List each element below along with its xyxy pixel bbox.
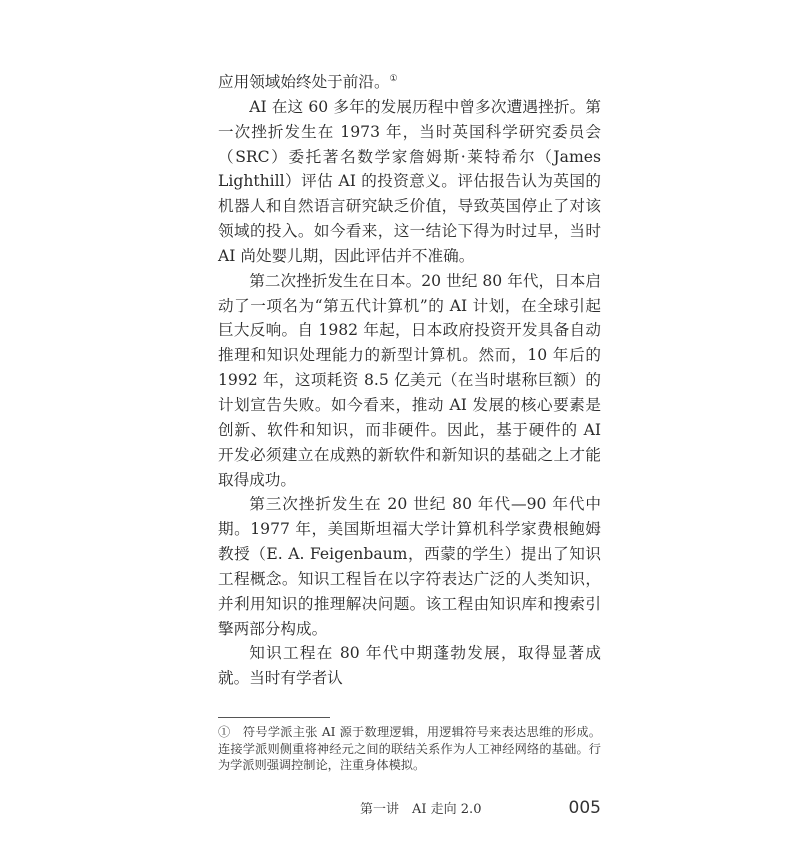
paragraph-continued (218, 70, 601, 95)
footnote-marker[interactable]: ① (389, 74, 398, 84)
paragraph-text: 应用领域始终处于前沿。 (218, 73, 390, 91)
paragraph-knowledge-engineering: 知识工程在 80 年代中期蓬勃发展，取得显著成就。当时有学者认 (218, 644, 601, 688)
body-text (218, 70, 601, 691)
running-footer-title: 第一讲 AI 走向 2.0 (360, 801, 482, 817)
footnote: ① 符号学派主张 AI 源于数理逻辑，用逻辑符号来表达思维的形成。连接学派则侧重将神经元之间的联结关系作为人工神经网络的基础。行为学派则强调控制论，注重身体模拟。 (218, 725, 601, 773)
paragraph-first-setback: AI 在这 60 多年的发展历程中曾多次遭遇挫折。第一次挫折发生在 1973 年，当时英国科学研究委员会（SRC）委托著名数学家詹姆斯·莱特希尔（James Lighthill）评估 AI 的投资意义。评估报告认为英国的机器人和自然语言研究缺乏价值，导致英国停止了对该领域的投入。如今看来，这一结论下得为时过早，当时 AI 尚处婴儿期，因此评估并不准确。 (218, 97, 601, 265)
running-footer (218, 774, 601, 818)
page-number: 005 (568, 797, 601, 818)
paragraph-third-setback: 第三次挫折发生在 20 世纪 80 年代—90 年代中期。1977 年，美国斯坦福大学计算机科学家费根鲍姆教授（E. A. Feigenbaum，西蒙的学生）提出了知识工程概念。知识工程旨在以字符表达广泛的人类知识，并利用知识的推理解决问题。该工程由知识库和搜索引擎两部分构成。 (218, 495, 601, 638)
paragraph-second-setback: 第二次挫折发生在日本。20 世纪 80 年代，日本启动了一项名为“第五代计算机”的 AI 计划，在全球引起巨大反响。自 1982 年起，日本政府投资开发具备自动推理和知识处理能力的新型计算机。然而，10 年后的 1992 年，这项耗资 8.5 亿美元（在当时堪称巨额）的计划宣告失败。如今看来，推动 AI 发展的核心要素是创新、软件和知识，而非硬件。因此，基于硬件的 AI 开发必须建立在成熟的新软件和新知识的基础之上才能取得成功。 (218, 271, 601, 489)
footnote-divider (218, 717, 330, 718)
page (218, 70, 601, 848)
